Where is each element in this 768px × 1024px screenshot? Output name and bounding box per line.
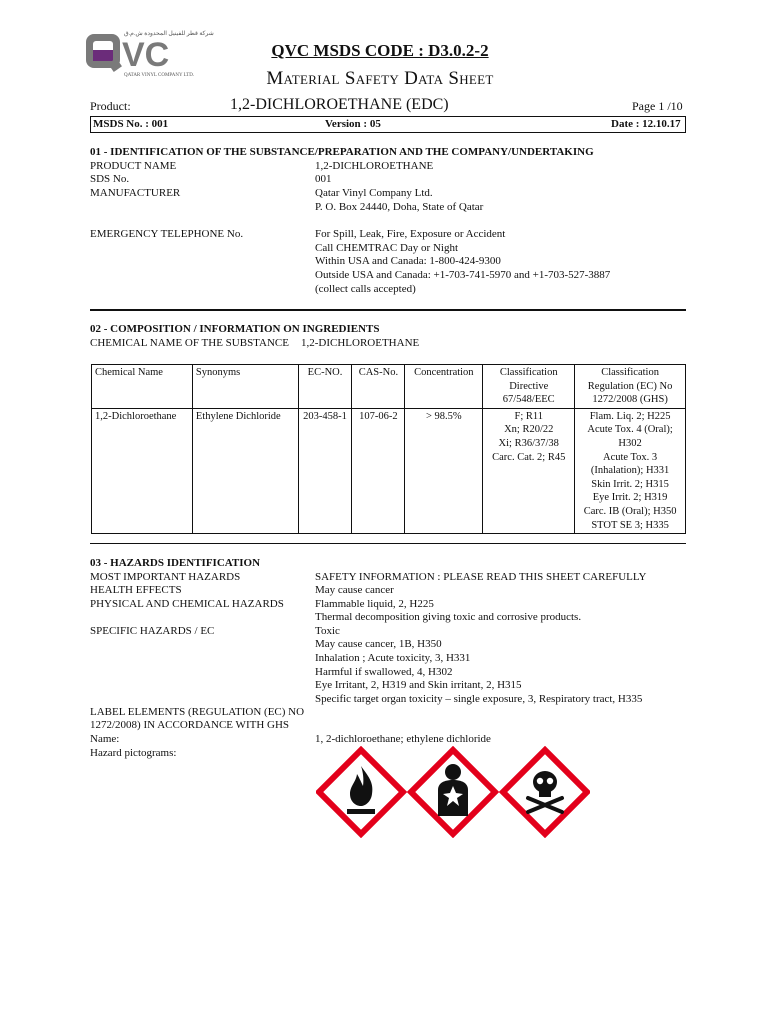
page-number: Page 1 /10 (632, 99, 683, 113)
cell-line: Xi; R36/37/38 (498, 437, 559, 449)
table-cell: 107-06-2 (352, 408, 405, 533)
cell-line: Carc. IB (Oral); H350 (583, 505, 677, 517)
label-elements-label: 1272/2008) IN ACCORDANCE WITH GHS (90, 719, 290, 731)
cell-line: Carc. Cat. 2; R45 (492, 451, 566, 463)
cell-line: H302 (618, 437, 642, 449)
svg-text:VC: VC (122, 36, 170, 74)
emergency-line: Within USA and Canada: 1-800-424-9300 (315, 255, 501, 267)
skull-crossbones-icon (503, 750, 587, 834)
table-cell: Ethylene Dichloride (192, 408, 298, 533)
sds-value: 001 (315, 173, 332, 185)
table-cell-ghs (575, 408, 686, 533)
emergency-line: (collect calls accepted) (315, 283, 416, 295)
hazard-pictograms (316, 746, 590, 838)
cell-line: STOT SE 3; H335 (591, 519, 669, 531)
physical-hazards-line: Flammable liquid, 2, H225 (315, 598, 434, 610)
table-header: EC-NO. (298, 365, 352, 409)
company-logo (84, 30, 214, 82)
physical-hazards-line: Thermal decomposition giving toxic and corrosive products. (315, 611, 582, 623)
page-title: Material Safety Data Sheet (266, 68, 494, 89)
cell-line: Skin Irrit. 2; H315 (591, 478, 669, 490)
manufacturer-line: Qatar Vinyl Company Ltd. (315, 187, 433, 199)
divider (90, 309, 686, 311)
table-header: CAS-No. (352, 365, 405, 409)
msds-number: MSDS No. : 001 (93, 118, 169, 130)
cell-line: (Inhalation); H331 (590, 465, 670, 477)
table-header-row (92, 365, 686, 409)
cell-line: Xn; R20/22 (504, 424, 554, 436)
emergency-line: Call CHEMTRAC Day or Night (315, 242, 458, 254)
health-effects-value: May cause cancer (315, 584, 394, 596)
manufacturer-line: P. O. Box 24440, Doha, State of Qatar (315, 201, 484, 213)
document-info-bar (90, 116, 686, 133)
table-header: Chemical Name (92, 365, 193, 409)
table-cell: 203-458-1 (298, 408, 352, 533)
table-header: Synonyms (192, 365, 298, 409)
logo-arabic-caption: شركة قطر للفينيل المحدودة ش.م.ق (124, 31, 214, 37)
product-label: Product: (90, 99, 131, 113)
product-name-label: PRODUCT NAME (90, 160, 177, 172)
cell-line: Eye Irrit. 2; H319 (592, 492, 668, 504)
cell-line: F; R11 (514, 410, 543, 422)
manufacturer-label: MANUFACTURER (90, 187, 181, 199)
chemical-name-value: 1,2-DICHLOROETHANE (301, 337, 420, 349)
health-hazard-icon (411, 750, 495, 834)
emergency-line: Outside USA and Canada: +1-703-741-5970 and +1-703-527-3887 (315, 269, 611, 281)
section-1-heading: 01 - IDENTIFICATION OF THE SUBSTANCE/PREPARATION AND THE COMPANY/UNDERTAKING (90, 146, 594, 158)
specific-hazards-line: May cause cancer, 1B, H350 (315, 638, 442, 650)
table-cell-directive (483, 408, 575, 533)
specific-hazards-line: Harmful if swallowed, 4, H302 (315, 666, 453, 678)
version: Version : 05 (325, 118, 381, 130)
cell-line: Acute Tox. 3 (602, 451, 658, 463)
section-2-heading: 02 - COMPOSITION / INFORMATION ON INGREDIENTS (90, 323, 380, 335)
table-row (92, 408, 686, 533)
emergency-line: For Spill, Leak, Fire, Exposure or Accident (315, 228, 506, 240)
health-effects-label: HEALTH EFFECTS (90, 584, 182, 596)
date: Date : 12.10.17 (611, 118, 681, 130)
name-value: 1, 2-dichloroethane; ethylene dichloride (315, 733, 491, 745)
label-elements-label: LABEL ELEMENTS (REGULATION (EC) NO (90, 706, 305, 718)
name-label: Name: (90, 733, 120, 745)
table-cell: 1,2-Dichloroethane (92, 408, 193, 533)
product-name: 1,2-DICHLOROETHANE (EDC) (230, 96, 449, 113)
table-header: Classification Directive 67/548/EEC (483, 365, 575, 409)
table-cell: > 98.5% (405, 408, 483, 533)
most-important-hazards-label: MOST IMPORTANT HAZARDS (90, 571, 241, 583)
physical-hazards-label: PHYSICAL AND CHEMICAL HAZARDS (90, 598, 284, 610)
specific-hazards-line: Inhalation ; Acute toxicity, 3, H331 (315, 652, 471, 664)
most-important-hazards-value: SAFETY INFORMATION : PLEASE READ THIS SHEET CAREFULLY (315, 571, 647, 583)
sds-label: SDS No. (90, 173, 130, 185)
section-3-heading: 03 - HAZARDS IDENTIFICATION (90, 557, 261, 569)
cell-line: Flam. Liq. 2; H225 (589, 410, 671, 422)
hazard-pictograms-label: Hazard pictograms: (90, 747, 177, 759)
logo-english-caption: QATAR VINYL COMPANY LTD. (124, 73, 195, 78)
specific-hazards-label: SPECIFIC HAZARDS / EC (90, 625, 215, 637)
cell-line: Acute Tox. 4 (Oral); (587, 424, 673, 436)
specific-hazards-line: Toxic (315, 625, 340, 637)
flame-icon (319, 750, 403, 834)
specific-hazards-line: Specific target organ toxicity – single exposure, 3, Respiratory tract, H335 (315, 693, 643, 705)
composition-table (91, 364, 686, 534)
specific-hazards-line: Eye Irritant, 2, H319 and Skin irritant, 2, H315 (315, 679, 522, 691)
table-header: Concentration (405, 365, 483, 409)
emergency-label: EMERGENCY TELEPHONE No. (90, 228, 244, 240)
divider (90, 543, 686, 544)
product-name-value: 1,2-DICHLOROETHANE (315, 160, 434, 172)
chemical-name-label: CHEMICAL NAME OF THE SUBSTANCE (90, 337, 289, 349)
table-header: Classification Regulation (EC) No 1272/2008 (GHS) (575, 365, 686, 409)
msds-code: QVC MSDS CODE : D3.0.2-2 (271, 41, 489, 60)
